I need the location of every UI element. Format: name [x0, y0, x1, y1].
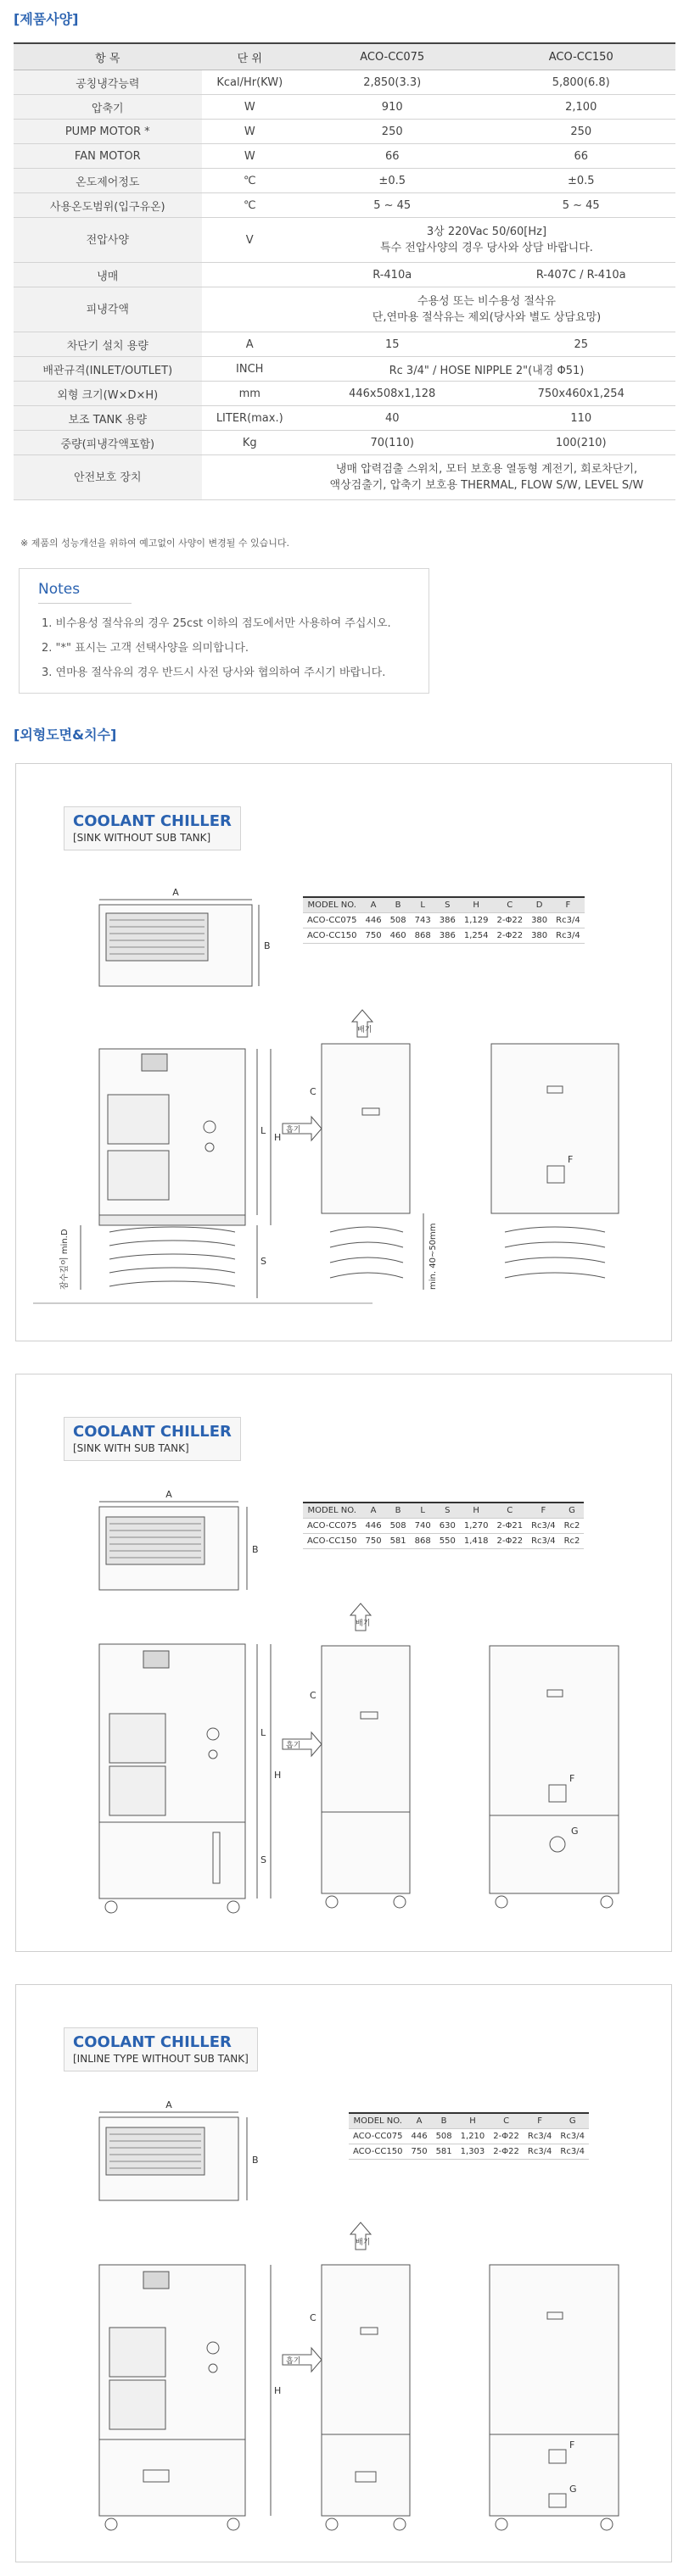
dim-cell: 1,418 [460, 1534, 493, 1549]
notes-box [19, 568, 429, 694]
drawing-subtitle: [SINK WITH SUB TANK] [73, 1442, 189, 1454]
spec-value-cc150: 250 [486, 120, 675, 144]
label-b: B [252, 1544, 259, 1555]
spec-value-cc075: 250 [298, 120, 487, 144]
drawing-panel-inline-without-sub-tank [15, 1984, 672, 2562]
side-view-coil [330, 1227, 403, 1278]
spec-row [14, 332, 675, 357]
label-g: G [571, 1826, 579, 1837]
spec-label: FAN MOTOR [14, 144, 202, 169]
dim-header: A [361, 1503, 385, 1519]
dim-header: MODEL NO. [303, 1503, 361, 1519]
spec-label: 피냉각액 [14, 287, 202, 332]
spec-unit [202, 455, 298, 500]
front-view-louver-upper [109, 1714, 165, 1763]
drawing-subtitle: [INLINE TYPE WITHOUT SUB TANK] [73, 2053, 249, 2065]
spec-label: 사용온도범위(입구유온) [14, 193, 202, 218]
dim-cell: 630 [435, 1519, 460, 1534]
label-b: B [264, 940, 271, 951]
dim-cell: 508 [432, 2129, 457, 2144]
dim-cell: 868 [411, 928, 435, 944]
spec-unit: W [202, 144, 298, 169]
dim-header: A [406, 2113, 431, 2129]
side-view-caster-left [326, 1896, 338, 1908]
spec-label: 전압사양 [14, 218, 202, 263]
spec-unit: INCH [202, 357, 298, 382]
drawing-sink-with-sub-tank [16, 1374, 671, 1951]
spec-value-cc075: 910 [298, 95, 487, 120]
notes-item: 3. 연마용 절삭유의 경우 반드시 사전 당사와 협의하여 주시기 바랍니다. [42, 666, 386, 679]
rear-view-caster-right [601, 2518, 613, 2530]
dim-cell: 2-Φ22 [492, 1534, 527, 1549]
drawing-panel-sink-with-sub-tank [15, 1374, 672, 1952]
dim-cell: ACO-CC075 [303, 1519, 361, 1534]
spec-unit: Kcal/Hr(KW) [202, 70, 298, 95]
spec-value-cc075: 70(110) [298, 431, 487, 455]
dim-header: H [457, 2113, 490, 2129]
dim-cell: ACO-CC150 [303, 928, 361, 944]
spec-value-fluid [298, 287, 675, 332]
dim-header: C [489, 2113, 524, 2129]
dim-cell: 2-Φ22 [492, 928, 527, 944]
spec-header-cc075: ACO-CC075 [298, 43, 487, 70]
dim-header: MODEL NO. [349, 2113, 406, 2129]
side-view-caster-right [394, 1896, 406, 1908]
spec-header-cc150: ACO-CC150 [486, 43, 675, 70]
side-view-tank [322, 1812, 410, 1893]
notes-item: 1. 비수용성 절삭유의 경우 25cst 이하의 점도에서만 사용하여 주십시오. [42, 617, 391, 630]
front-view-panel [143, 1651, 169, 1668]
spec-header-item: 항 목 [14, 43, 202, 70]
spec-unit: V [202, 218, 298, 263]
rear-view-body [490, 2265, 619, 2516]
label-f: F [569, 2439, 575, 2451]
dim-header: C [492, 897, 527, 913]
safety-line-1: 냉매 압력검출 스위치, 모터 보호용 열동형 계전기, 회로차단기, [335, 463, 638, 476]
dim-header: L [411, 897, 435, 913]
rear-view-caster-left [496, 1896, 507, 1908]
label-c: C [310, 2312, 316, 2323]
spec-value-cc150: 66 [486, 144, 675, 169]
spec-value-cc075: ±0.5 [298, 169, 487, 193]
drawing-title: COOLANT CHILLER [73, 812, 232, 830]
spec-unit: LITER(max.) [202, 406, 298, 431]
dim-cell: 868 [411, 1534, 435, 1549]
dim-header: G [560, 1503, 585, 1519]
notes-item: 2. "*" 표시는 고객 선택사양을 의미합니다. [42, 642, 249, 655]
dim-header: F [524, 2113, 557, 2129]
label-intake: 흡기 [286, 1742, 301, 1750]
spec-row [14, 144, 675, 169]
spec-value-cc150: 100(210) [486, 431, 675, 455]
spec-unit [202, 263, 298, 287]
dim-cell: 743 [411, 913, 435, 928]
spec-unit: Kg [202, 431, 298, 455]
label-b: B [252, 2155, 259, 2166]
spec-value-cc075: 40 [298, 406, 487, 431]
label-s: S [260, 1256, 266, 1267]
dim-cell: 1,129 [460, 913, 493, 928]
dim-header: C [492, 1503, 527, 1519]
label-exhaust: 배기 [356, 2239, 371, 2247]
voltage-line-1: 3상 220Vac 50/60[Hz] [426, 226, 547, 238]
side-view-body [322, 1646, 410, 1812]
dim-header: S [435, 897, 460, 913]
front-view-caster-right [227, 2518, 239, 2530]
dim-cell: ACO-CC075 [303, 913, 361, 928]
spec-row [14, 382, 675, 406]
dim-cell: 2-Φ22 [492, 913, 527, 928]
dim-cell: Rc3/4 [556, 2129, 589, 2144]
dim-header: S [435, 1503, 460, 1519]
front-view-louver-upper [109, 2328, 165, 2377]
fluid-line-2: 단,연마용 절삭유는 제외(당사와 별도 상담요망) [372, 311, 602, 324]
spec-value-cc150: R-407C / R-410a [486, 263, 675, 287]
drawing-sink-without-sub-tank [16, 764, 671, 1341]
spec-value-cc075: 446x508x1,128 [298, 382, 487, 406]
label-intake: 흡기 [286, 2357, 301, 2366]
dim-cell: Rc3/4 [552, 913, 585, 928]
spec-value-cc150: 750x460x1,254 [486, 382, 675, 406]
drawing-title: COOLANT CHILLER [73, 1423, 232, 1441]
rear-view-tank [490, 1815, 619, 1893]
spec-label: PUMP MOTOR * [14, 120, 202, 144]
dim-cell: ACO-CC150 [349, 2144, 406, 2160]
label-l: L [260, 1727, 266, 1738]
drawing-title: COOLANT CHILLER [73, 2033, 232, 2051]
spec-unit: W [202, 95, 298, 120]
spec-unit [202, 287, 298, 332]
label-exhaust: 배기 [356, 1620, 371, 1628]
spec-label: 보조 TANK 용량 [14, 406, 202, 431]
dim-cell: 380 [527, 928, 552, 944]
spec-row [14, 70, 675, 95]
dim-cell: 1,210 [457, 2129, 490, 2144]
dim-cell: Rc3/4 [527, 1519, 560, 1534]
spec-row [14, 357, 675, 382]
dim-cell: 750 [361, 928, 385, 944]
dim-cell: 2-Φ21 [492, 1519, 527, 1534]
front-view-louver-lower [108, 1151, 169, 1200]
side-view-caster-right [394, 2518, 406, 2530]
spec-value-voltage [298, 218, 675, 263]
spec-row-fluid [14, 287, 675, 332]
side-view-caster-left [326, 2518, 338, 2530]
spec-unit: mm [202, 382, 298, 406]
label-min-d: 잠수깊이 min.D [60, 1229, 70, 1290]
label-s: S [260, 1854, 266, 1865]
front-view-base [99, 1215, 245, 1225]
dim-cell: 386 [435, 913, 460, 928]
dim-cell: 2-Φ22 [489, 2144, 524, 2160]
label-c: C [310, 1690, 316, 1701]
dim-header: D [527, 897, 552, 913]
dim-header: L [411, 1503, 435, 1519]
spec-section-title: [제품사양] [14, 11, 79, 27]
spec-label: 공칭냉각능력 [14, 70, 202, 95]
label-a: A [165, 1489, 172, 1500]
side-view-lower [322, 2434, 410, 2516]
label-h: H [274, 1132, 282, 1143]
drawing-inline-without-sub-tank [16, 1985, 671, 2562]
spec-row [14, 263, 675, 287]
rear-view-coil [505, 1227, 605, 1278]
fluid-line-1: 수용성 또는 비수용성 절삭유 [417, 295, 557, 308]
spec-row [14, 95, 675, 120]
front-view-panel [143, 2272, 169, 2289]
dim-cell: 1,254 [460, 928, 493, 944]
dim-cell: Rc3/4 [524, 2144, 557, 2160]
spec-unit: ℃ [202, 169, 298, 193]
label-c: C [310, 1086, 316, 1097]
dim-cell: 750 [406, 2144, 431, 2160]
spec-label: 압축기 [14, 95, 202, 120]
spec-value-cc075: 66 [298, 144, 487, 169]
dim-cell: Rc2 [560, 1534, 585, 1549]
spec-value-safety [298, 455, 675, 500]
spec-row [14, 120, 675, 144]
notes-divider [38, 603, 132, 604]
spec-header-unit: 단 위 [202, 43, 298, 70]
front-view-panel [142, 1054, 167, 1071]
rear-view-caster-right [601, 1896, 613, 1908]
spec-value-cc150: 5,800(6.8) [486, 70, 675, 95]
drawing-section-title: [외형도면&치수] [14, 727, 117, 743]
dim-cell: 581 [432, 2144, 457, 2160]
dim-cell: 2-Φ22 [489, 2129, 524, 2144]
dim-header: A [361, 897, 385, 913]
dim-cell: Rc3/4 [556, 2144, 589, 2160]
spec-label: 배관규격(INLET/OUTLET) [14, 357, 202, 382]
dim-header: B [386, 897, 411, 913]
label-h: H [274, 1770, 282, 1781]
dim-cell: Rc3/4 [524, 2129, 557, 2144]
spec-value-piping: Rc 3/4" / HOSE NIPPLE 2"(내경 Φ51) [298, 357, 675, 382]
spec-value-cc075: 15 [298, 332, 487, 357]
dim-cell: 581 [386, 1534, 411, 1549]
dim-cell: 1,270 [460, 1519, 493, 1534]
label-exhaust: 배기 [357, 1026, 373, 1034]
dim-header: H [460, 1503, 493, 1519]
dim-cell: 446 [361, 1519, 385, 1534]
front-view-louver-lower [109, 2380, 165, 2429]
label-min-40-50: min. 40~50mm [429, 1223, 438, 1290]
dim-cell: 508 [386, 913, 411, 928]
dim-cell: 750 [361, 1534, 385, 1549]
spec-value-cc075: R-410a [298, 263, 487, 287]
safety-line-2: 액상검출기, 압축기 보호용 THERMAL, FLOW S/W, LEVEL S/W [329, 479, 644, 492]
front-view-caster-left [105, 2518, 117, 2530]
spec-label: 차단기 설치 용량 [14, 332, 202, 357]
spec-value-cc150: 5 ~ 45 [486, 193, 675, 218]
label-l: L [260, 1125, 266, 1136]
spec-label: 외형 크기(W×D×H) [14, 382, 202, 406]
side-view-body [322, 2265, 410, 2434]
spec-row [14, 169, 675, 193]
dim-header: B [386, 1503, 411, 1519]
front-view-louver-lower [109, 1766, 165, 1815]
front-view-caster-left [105, 1901, 117, 1913]
dim-header: F [552, 897, 585, 913]
notes-list [42, 611, 391, 685]
spec-label: 중량(피냉각액포함) [14, 431, 202, 455]
drawing-subtitle: [SINK WITHOUT SUB TANK] [73, 832, 211, 844]
dim-cell: 446 [361, 913, 385, 928]
front-view-caster-right [227, 1901, 239, 1913]
label-a: A [172, 887, 179, 898]
dim-cell: ACO-CC075 [349, 2129, 406, 2144]
spec-table [14, 42, 675, 500]
label-intake: 흡기 [286, 1126, 301, 1135]
dim-cell: Rc3/4 [527, 1534, 560, 1549]
dim-cell: 1,303 [457, 2144, 490, 2160]
dim-cell: ACO-CC150 [303, 1534, 361, 1549]
dim-cell: 386 [435, 928, 460, 944]
spec-value-cc075: 2,850(3.3) [298, 70, 487, 95]
spec-value-cc150: 2,100 [486, 95, 675, 120]
dim-cell: 508 [386, 1519, 411, 1534]
spec-row [14, 431, 675, 455]
dim-cell: 740 [411, 1519, 435, 1534]
spec-row-safety [14, 455, 675, 500]
dim-cell: 380 [527, 913, 552, 928]
dim-cell: 460 [386, 928, 411, 944]
spec-row [14, 406, 675, 431]
dim-cell: Rc2 [560, 1519, 585, 1534]
dim-cell: 550 [435, 1534, 460, 1549]
spec-footnote: ※ 제품의 성능개선을 위하여 예고없이 사양이 변경될 수 있습니다. [20, 538, 289, 549]
dim-header: G [556, 2113, 589, 2129]
dim-header: B [432, 2113, 457, 2129]
rear-view-body [491, 1044, 619, 1213]
spec-unit: W [202, 120, 298, 144]
dim-header: MODEL NO. [303, 897, 361, 913]
label-h: H [274, 2385, 282, 2396]
dim-header: F [527, 1503, 560, 1519]
label-f: F [568, 1154, 574, 1165]
dim-header: H [460, 897, 493, 913]
drawing-panel-sink-without-sub-tank [15, 763, 672, 1341]
voltage-line-2: 특수 전압사양의 경우 당사와 상담 바랍니다. [380, 242, 593, 254]
front-view-coil [109, 1227, 235, 1286]
spec-value-cc150: 110 [486, 406, 675, 431]
front-view-louver-upper [108, 1095, 169, 1144]
dim-cell: 446 [406, 2129, 431, 2144]
dim-cell: Rc3/4 [552, 928, 585, 944]
spec-row [14, 193, 675, 218]
label-f: F [569, 1773, 575, 1784]
rear-view-body [490, 1646, 619, 1815]
spec-unit: A [202, 332, 298, 357]
spec-row-voltage [14, 218, 675, 263]
spec-value-cc150: 25 [486, 332, 675, 357]
spec-label: 냉매 [14, 263, 202, 287]
spec-label: 온도제어정도 [14, 169, 202, 193]
side-view-body [322, 1044, 410, 1213]
label-g: G [569, 2484, 577, 2495]
spec-value-cc150: ±0.5 [486, 169, 675, 193]
spec-value-cc075: 5 ~ 45 [298, 193, 487, 218]
spec-header-row [14, 43, 675, 70]
spec-unit: ℃ [202, 193, 298, 218]
spec-label: 안전보호 장치 [14, 455, 202, 500]
rear-view-caster-left [496, 2518, 507, 2530]
notes-title: Notes [38, 581, 81, 598]
label-a: A [165, 2099, 172, 2110]
